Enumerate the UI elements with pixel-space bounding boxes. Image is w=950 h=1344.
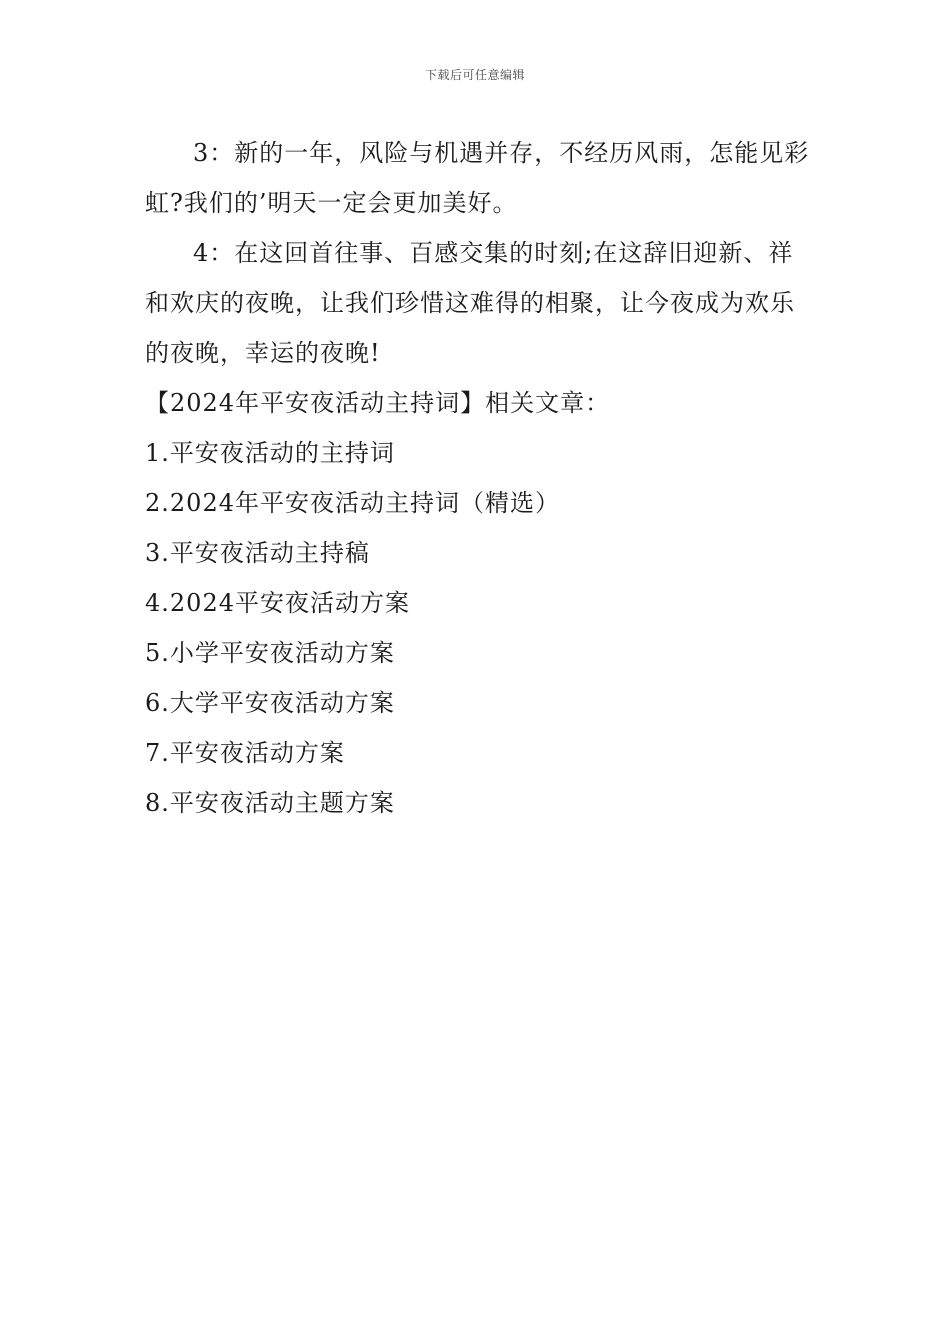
related-article-link[interactable]: 3.平安夜活动主持稿 — [145, 539, 370, 567]
related-article-link[interactable]: 1.平安夜活动的主持词 — [145, 439, 395, 467]
paragraph-4: 4：在这回首往事、百感交集的时刻;在这辞旧迎新、祥和欢庆的夜晚，让我们珍惜这难得的相聚，让今夜成为欢乐的夜晚，幸运的夜晚! — [145, 239, 795, 367]
related-article-link[interactable]: 6.大学平安夜活动方案 — [145, 689, 395, 717]
header-note: 下载后可任意编辑 — [424, 68, 525, 82]
related-article-link[interactable]: 7.平安夜活动方案 — [145, 739, 345, 767]
related-articles-list — [145, 428, 815, 828]
document-body — [145, 128, 815, 828]
related-article-link[interactable]: 2.2024年平安夜活动主持词（精选） — [145, 489, 560, 517]
related-article-link[interactable]: 4.2024平安夜活动方案 — [145, 589, 410, 617]
related-article-link[interactable]: 5.小学平安夜活动方案 — [145, 639, 395, 667]
related-articles-heading: 【2024年平安夜活动主持词】相关文章： — [145, 389, 611, 417]
related-article-link[interactable]: 8.平安夜活动主题方案 — [145, 789, 395, 817]
paragraph-3: 3：新的一年，风险与机遇并存，不经历风雨，怎能见彩虹?我们的’明天一定会更加美好。 — [145, 139, 810, 217]
